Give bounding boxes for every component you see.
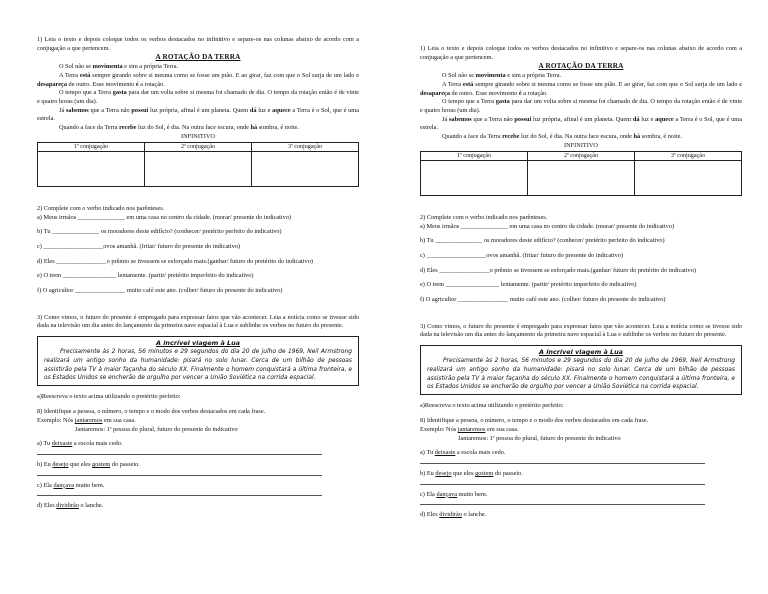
- list-item: e) O trem _________________ lentamente. (partir/ pretérito imperfeito do indicativo): [420, 281, 637, 289]
- news-text: Precisamente às 2 horas, 56 minutos e 29 segundos do dia 20 de julho de 1969, Neil Armstrong realizará um antigo sonho da humanidade: pisará no solo lunar. Cerca de um bilhão de pessoas assistirão pela TV à maior façanha do século XX. Finalmente o homem conquistará a última fronteira, e os Estados Unidos se encherão de orgulho por vencer a União Soviética na corrida espacial.: [44, 349, 352, 382]
- q1-instruction: 1) Leia o texto e depois coloque todos os verbos destacados no infinitivo e separe-os nas colunas abaixo de acordo com a conjugação a que pertencem.: [420, 45, 742, 61]
- text-title: A ROTAÇÃO DA TERRA: [155, 53, 241, 62]
- paragraph: O tempo que a Terra gasta para dar um volta sobre si mesma foi chamado de dia. O tempo da rotação então é de vinte e quatro horas (um dia).: [37, 89, 359, 106]
- list-item: f) O agricultor ________________ muito café este ano. (colher/ futuro do presente do indicativo): [37, 287, 283, 295]
- column-header: 1ª conjugação: [421, 151, 528, 160]
- paragraph: O tempo que a Terra gasta para dar um volta sobre si mesma foi chamado de dia. O tempo da rotação então é de vinte e quatro horas (um dia).: [420, 98, 742, 115]
- conjugation-table: [420, 151, 742, 196]
- list-item: d) Eles ________________o prêmio se tivessem se esforçado mais.(ganhar/ futuro do pretérito do indicativo): [420, 266, 696, 274]
- worksheet-right: [420, 45, 742, 520]
- example-line: Exemplo: Nós jantaremos em sua casa.: [420, 426, 519, 433]
- list-item: b) Tu _______________ os moradores deste edifício? (conhecer/ pretérito perfeito do indicativo): [420, 237, 665, 245]
- list-item: c) Ela dançava muito bem.: [37, 481, 105, 489]
- column-header: 2ª conjugação: [145, 142, 252, 151]
- list-item: a) Tu deixaste a escola mais cedo.: [420, 449, 506, 457]
- text-title: A ROTAÇÃO DA TERRA: [538, 62, 624, 71]
- paragraph: A Terra está sempre girando sobre si mesma como se fosse um pião. E ao girar, faz com que o Sol surja de um lado e desapareça de outro. Esse movimento é a rotação.: [420, 81, 742, 97]
- paragraph: Já sabemos que a Terra não possui luz própria, afinal é um planeta. Quem dá luz e aquece a Terra é o Sol, que é uma estrela.: [37, 106, 359, 123]
- q8-instruction: 8) Identifique a pessoa, o número, o tempo e o modo dos verbos destacados em cada frase.: [37, 408, 266, 416]
- answer-cell[interactable]: [145, 151, 252, 186]
- paragraph: A Terra está sempre girando sobre si mesma como se fosse um pião. E ao girar, faz com que o Sol surja de um lado e desapareça de outro. Esse movimento é a rotação.: [37, 72, 359, 88]
- column-header: 1ª conjugação: [38, 142, 145, 151]
- paragraph: O Sol não se movimenta e sim a própria Terra.: [442, 72, 562, 80]
- list-item: c) ___________________ovos amanhã. (fritar/ futuro do presente do indicativo): [420, 251, 624, 259]
- answer-cell[interactable]: [528, 160, 635, 195]
- q2-instruction: 2) Complete com o verbo indicado nos parênteses.: [420, 213, 548, 221]
- example-answer: Jantaremos: 1ª pessoa do plural, futuro do presente do indicativo: [75, 425, 238, 433]
- answer-line[interactable]: [37, 490, 322, 496]
- list-item: f) O agricultor ________________ muito café este ano. (colher/ futuro do presente do indicativo): [420, 296, 666, 304]
- q2-instruction: 2) Complete com o verbo indicado nos parênteses.: [37, 204, 165, 212]
- news-text: Precisamente às 2 horas, 56 minutos e 29 segundos do dia 20 de julho de 1969, Neil Armstrong realizará um antigo sonho da humanidade: pisará no solo lunar. Cerca de um bilhão de pessoas assistirão pela TV à maior façanha do século XX. Finalmente o homem conquistará a última fronteira, e os Estados Unidos se encherão de orgulho por vencer a União Soviética na corrida espacial.: [427, 358, 735, 391]
- list-item: d) Eles dividirão o lanche.: [420, 511, 487, 519]
- worksheet-left: [37, 36, 359, 511]
- answer-line[interactable]: [37, 449, 322, 455]
- conjugation-table: [37, 142, 359, 187]
- list-item: d) Eles ________________o prêmio se tivessem se esforçado mais.(ganhar/ futuro do pretérito do indicativo): [37, 257, 313, 265]
- paragraph: O Sol não se movimenta e sim a própria Terra.: [59, 63, 179, 71]
- answer-line[interactable]: [420, 499, 705, 505]
- example-line: Exemplo: Nós jantaremos em sua casa.: [37, 417, 136, 424]
- list-item: a) Meus irmãos _______________ em uma casa no centro da cidade. (morar/ presente do indicativo): [37, 213, 292, 221]
- example-answer: Jantaremos: 1ª pessoa do plural, futuro do presente do indicativo: [458, 434, 621, 442]
- news-title: A incrível viagem à Lua: [539, 348, 623, 357]
- rewrite-prompt: a)Reescreva o texto acima utilizando o pretérito perfeito:: [37, 392, 181, 400]
- list-item: b) Eu desejo que eles gostem do passeio.: [420, 470, 523, 478]
- paragraph: Quando a face da Terra recebe luz do Sol, é dia. Na outra face escura, onde há sombra, é noite.: [442, 133, 682, 141]
- rewrite-prompt: a)Reescreva o texto acima utilizando o pretérito perfeito:: [420, 401, 564, 409]
- list-item: b) Eu desejo que eles gostem do passeio.: [37, 461, 140, 469]
- news-box: [37, 336, 359, 386]
- q3-instruction: 3) Como vimos, o futuro do presente é empregado para expressar fatos que vão acontecer. Leia a notícia como se tivesse sido dada na televisão um dia antes do lançamento da primeira nave espacial à Lua e sublinhe os verbos no futuro do presente.: [420, 322, 742, 339]
- q1-instruction: 1) Leia o texto e depois coloque todos os verbos destacados no infinitivo e separe-os nas colunas abaixo de acordo com a conjugação a que pertencem.: [37, 36, 359, 52]
- answer-cell[interactable]: [38, 151, 145, 186]
- news-title: A incrível viagem à Lua: [156, 339, 240, 348]
- answer-cell[interactable]: [635, 160, 742, 195]
- list-item: a) Tu deixaste a escola mais cedo.: [37, 440, 123, 448]
- column-header: 3ª conjugação: [252, 142, 359, 151]
- answer-line[interactable]: [420, 479, 705, 485]
- infinitive-label: INFINITIVO: [181, 132, 215, 140]
- list-item: a) Meus irmãos _______________ em uma casa no centro da cidade. (morar/ presente do indicativo): [420, 222, 675, 230]
- q8-instruction: 8) Identifique a pessoa, o número, o tempo e o modo dos verbos destacados em cada frase.: [420, 417, 649, 425]
- q3-instruction: 3) Como vimos, o futuro do presente é empregado para expressar fatos que vão acontecer. Leia a notícia como se tivesse sido dada na televisão um dia antes do lançamento da primeira nave espacial à Lua e sublinhe os verbos no futuro do presente.: [37, 313, 359, 330]
- answer-cell[interactable]: [421, 160, 528, 195]
- answer-cell[interactable]: [252, 151, 359, 186]
- paragraph: Quando a face da Terra recebe luz do Sol, é dia. Na outra face escura, onde há sombra, é noite.: [59, 124, 299, 132]
- answer-line[interactable]: [420, 458, 705, 464]
- list-item: d) Eles dividirão o lanche.: [37, 502, 104, 510]
- column-header: 2ª conjugação: [528, 151, 635, 160]
- list-item: e) O trem _________________ lentamente. (partir/ pretérito imperfeito do indicativo): [37, 272, 254, 280]
- paragraph: Já sabemos que a Terra não possui luz própria, afinal é um planeta. Quem dá luz e aquece a Terra é o Sol, que é uma estrela.: [420, 115, 742, 132]
- list-item: c) ___________________ovos amanhã. (fritar/ futuro do presente do indicativo): [37, 242, 241, 250]
- infinitive-label: INFINITIVO: [564, 141, 598, 149]
- answer-line[interactable]: [37, 470, 322, 476]
- list-item: b) Tu _______________ os moradores deste edifício? (conhecer/ pretérito perfeito do indicativo): [37, 228, 282, 236]
- column-header: 3ª conjugação: [635, 151, 742, 160]
- list-item: c) Ela dançava muito bem.: [420, 490, 488, 498]
- news-box: [420, 345, 742, 395]
